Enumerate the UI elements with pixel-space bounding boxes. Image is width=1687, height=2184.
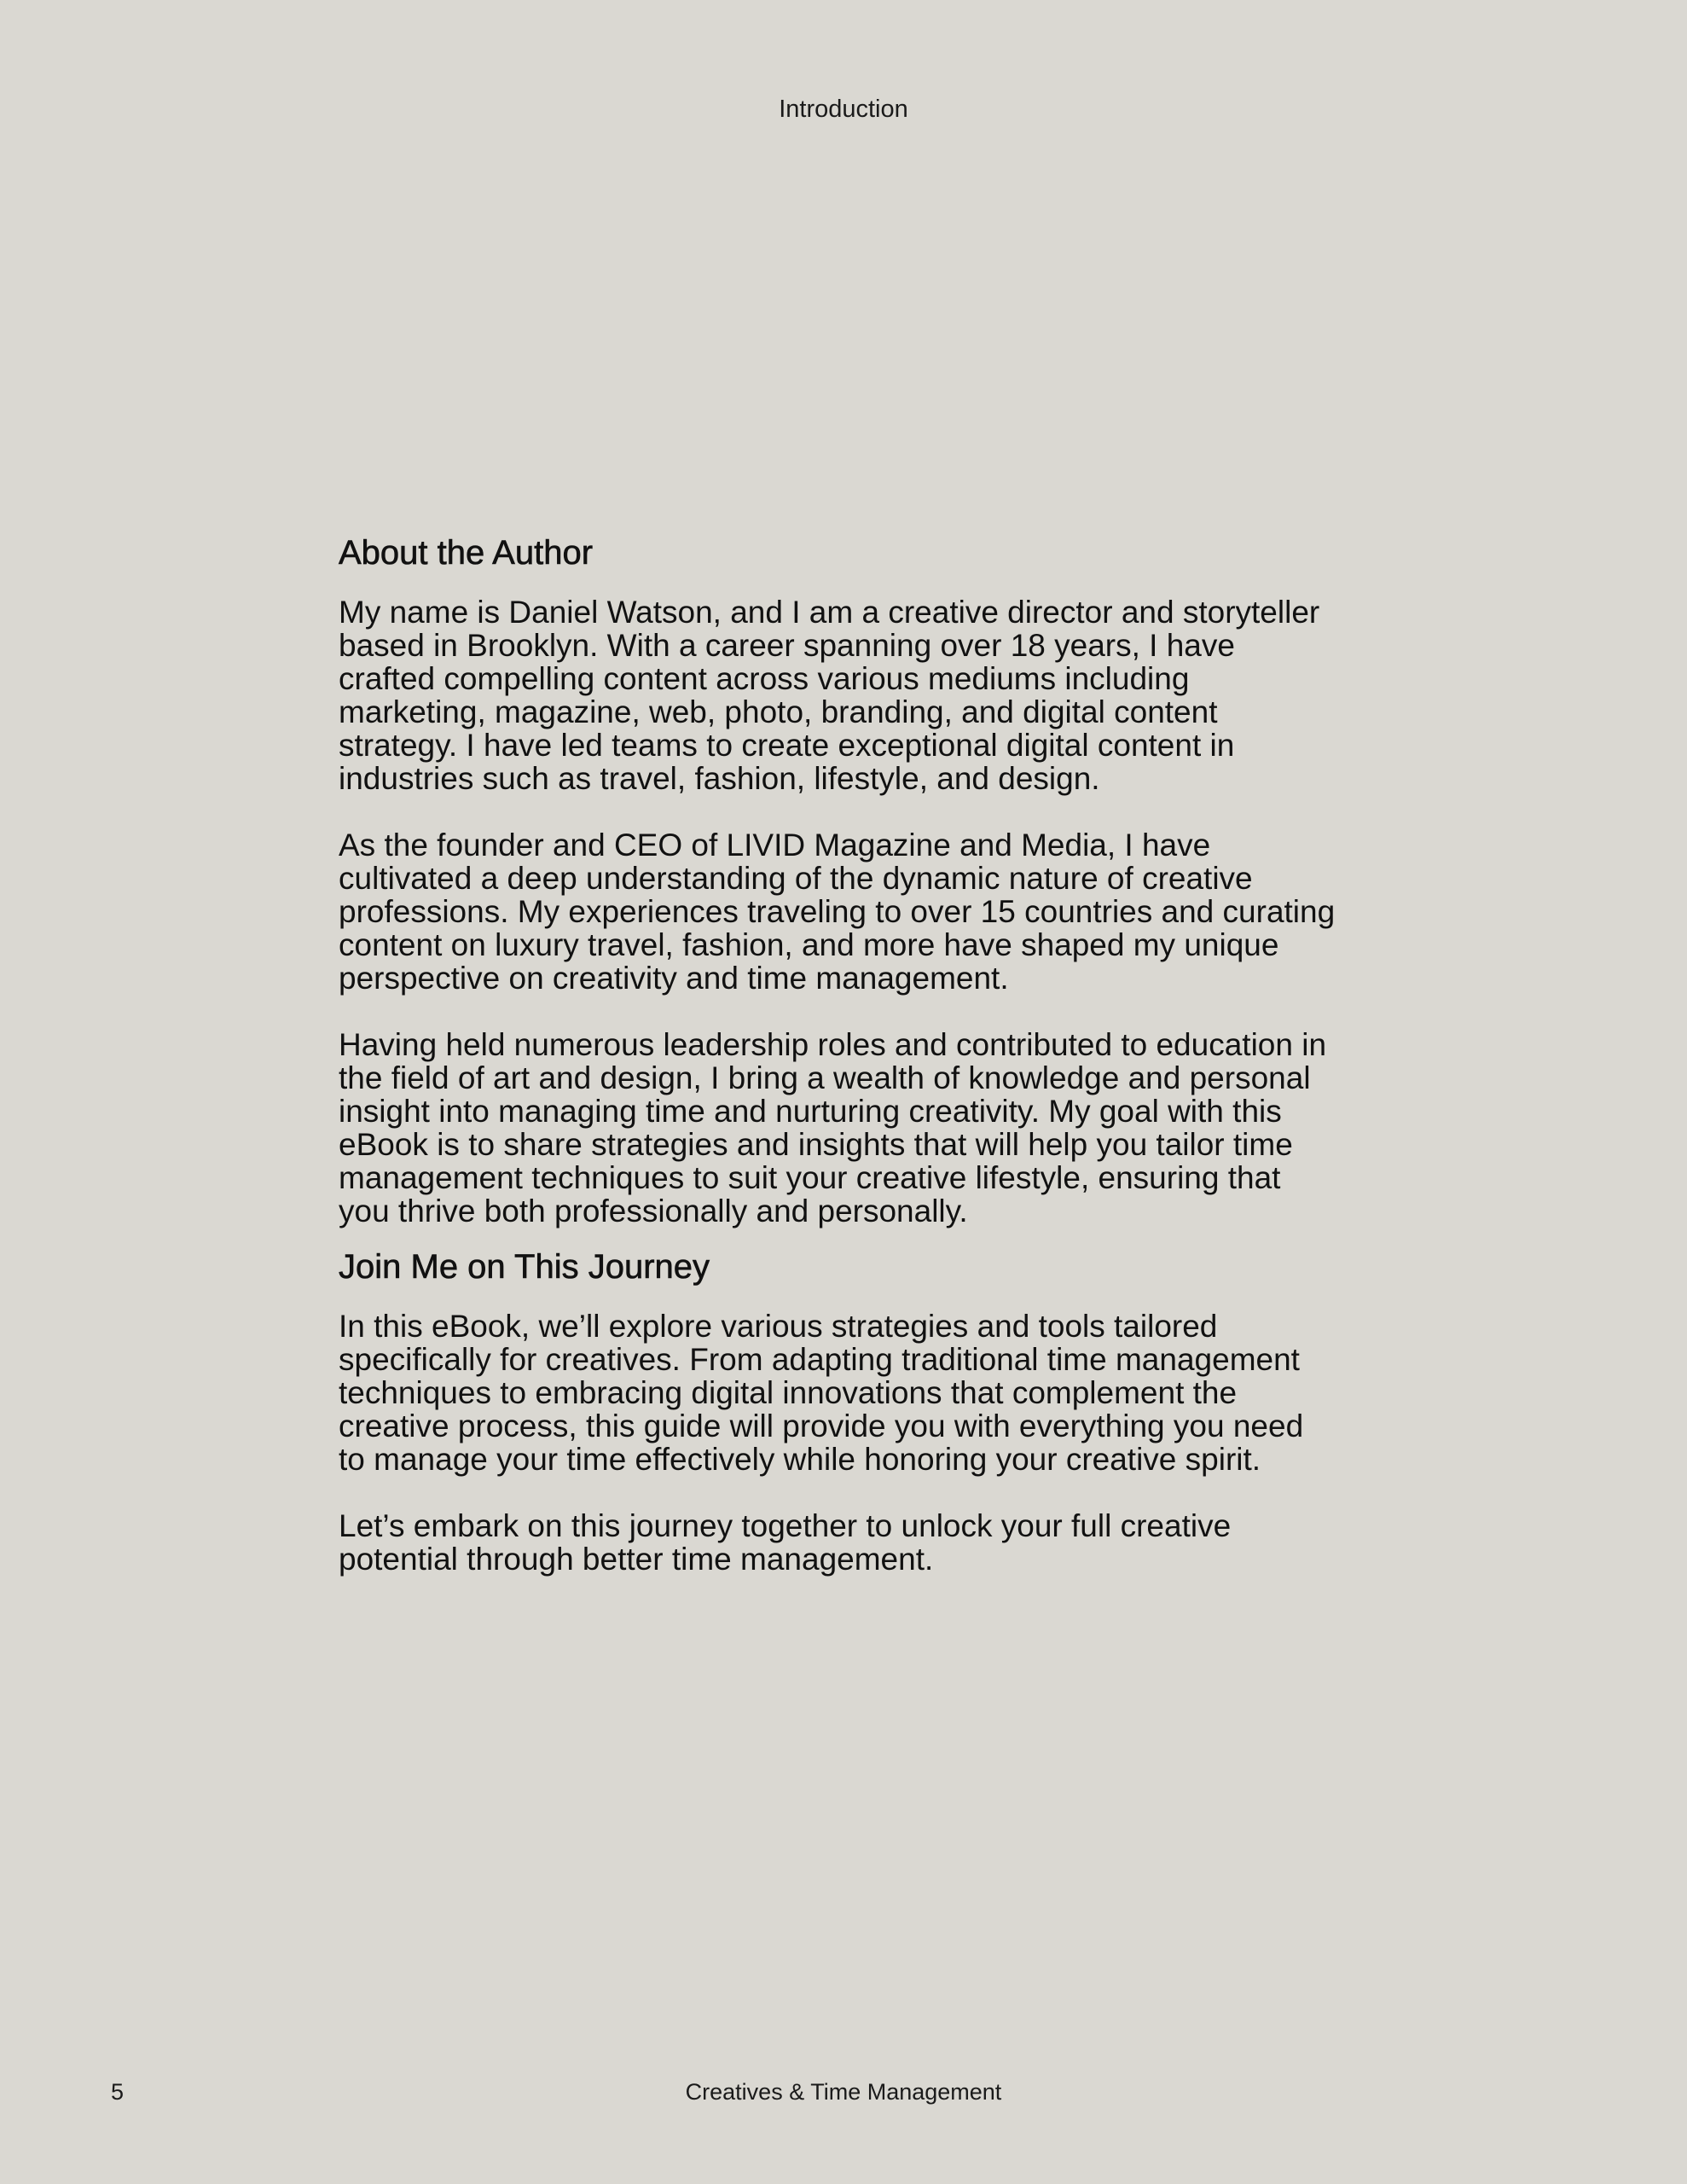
- section-heading-journey: Join Me on This Journey: [339, 1248, 710, 1286]
- page-number: 5: [111, 2079, 125, 2105]
- about-author-paragraph-2: As the founder and CEO of LIVID Magazine and Media, I have cultivated a deep understanding of the dynamic nature of creative professions. My experiences traveling to over 15 countries and curating content on luxury travel, fashion, and more have shaped my unique perspective on creativity and time management.: [339, 828, 1336, 996]
- section-heading-about-author: About the Author: [339, 534, 594, 572]
- footer-book-title: Creatives & Time Management: [685, 2079, 1002, 2105]
- page-content: [339, 529, 1336, 1576]
- about-author-section: [339, 529, 1336, 1228]
- journey-section: [339, 1243, 1336, 1576]
- about-author-paragraph-3: Having held numerous leadership roles and contributed to education in the field of art and design, I bring a wealth of knowledge and personal insight into managing time and nurturing creativity. My goal with this eBook is to share strategies and insights that will help you tailor time management techniques to suit your creative lifestyle, ensuring that you thrive both professionally and personally.: [339, 1027, 1327, 1228]
- running-header: Introduction: [779, 96, 908, 123]
- journey-paragraph-2: Let’s embark on this journey together to unlock your full creative potential through better time management.: [339, 1508, 1232, 1577]
- journey-paragraph-1: In this eBook, we’ll explore various strategies and tools tailored specifically for creatives. From adapting traditional time management techniques to embracing digital innovations that complement the creative process, this guide will provide you with everything you need to manage your time effectively while honoring your creative spirit.: [339, 1309, 1304, 1477]
- about-author-paragraph-1: My name is Daniel Watson, and I am a creative director and storyteller based in Brooklyn. With a career spanning over 18 years, I have crafted compelling content across various mediums including marketing, magazine, web, photo, branding, and digital content strategy. I have led teams to create exceptional digital content in industries such as travel, fashion, lifestyle, and design.: [339, 595, 1320, 796]
